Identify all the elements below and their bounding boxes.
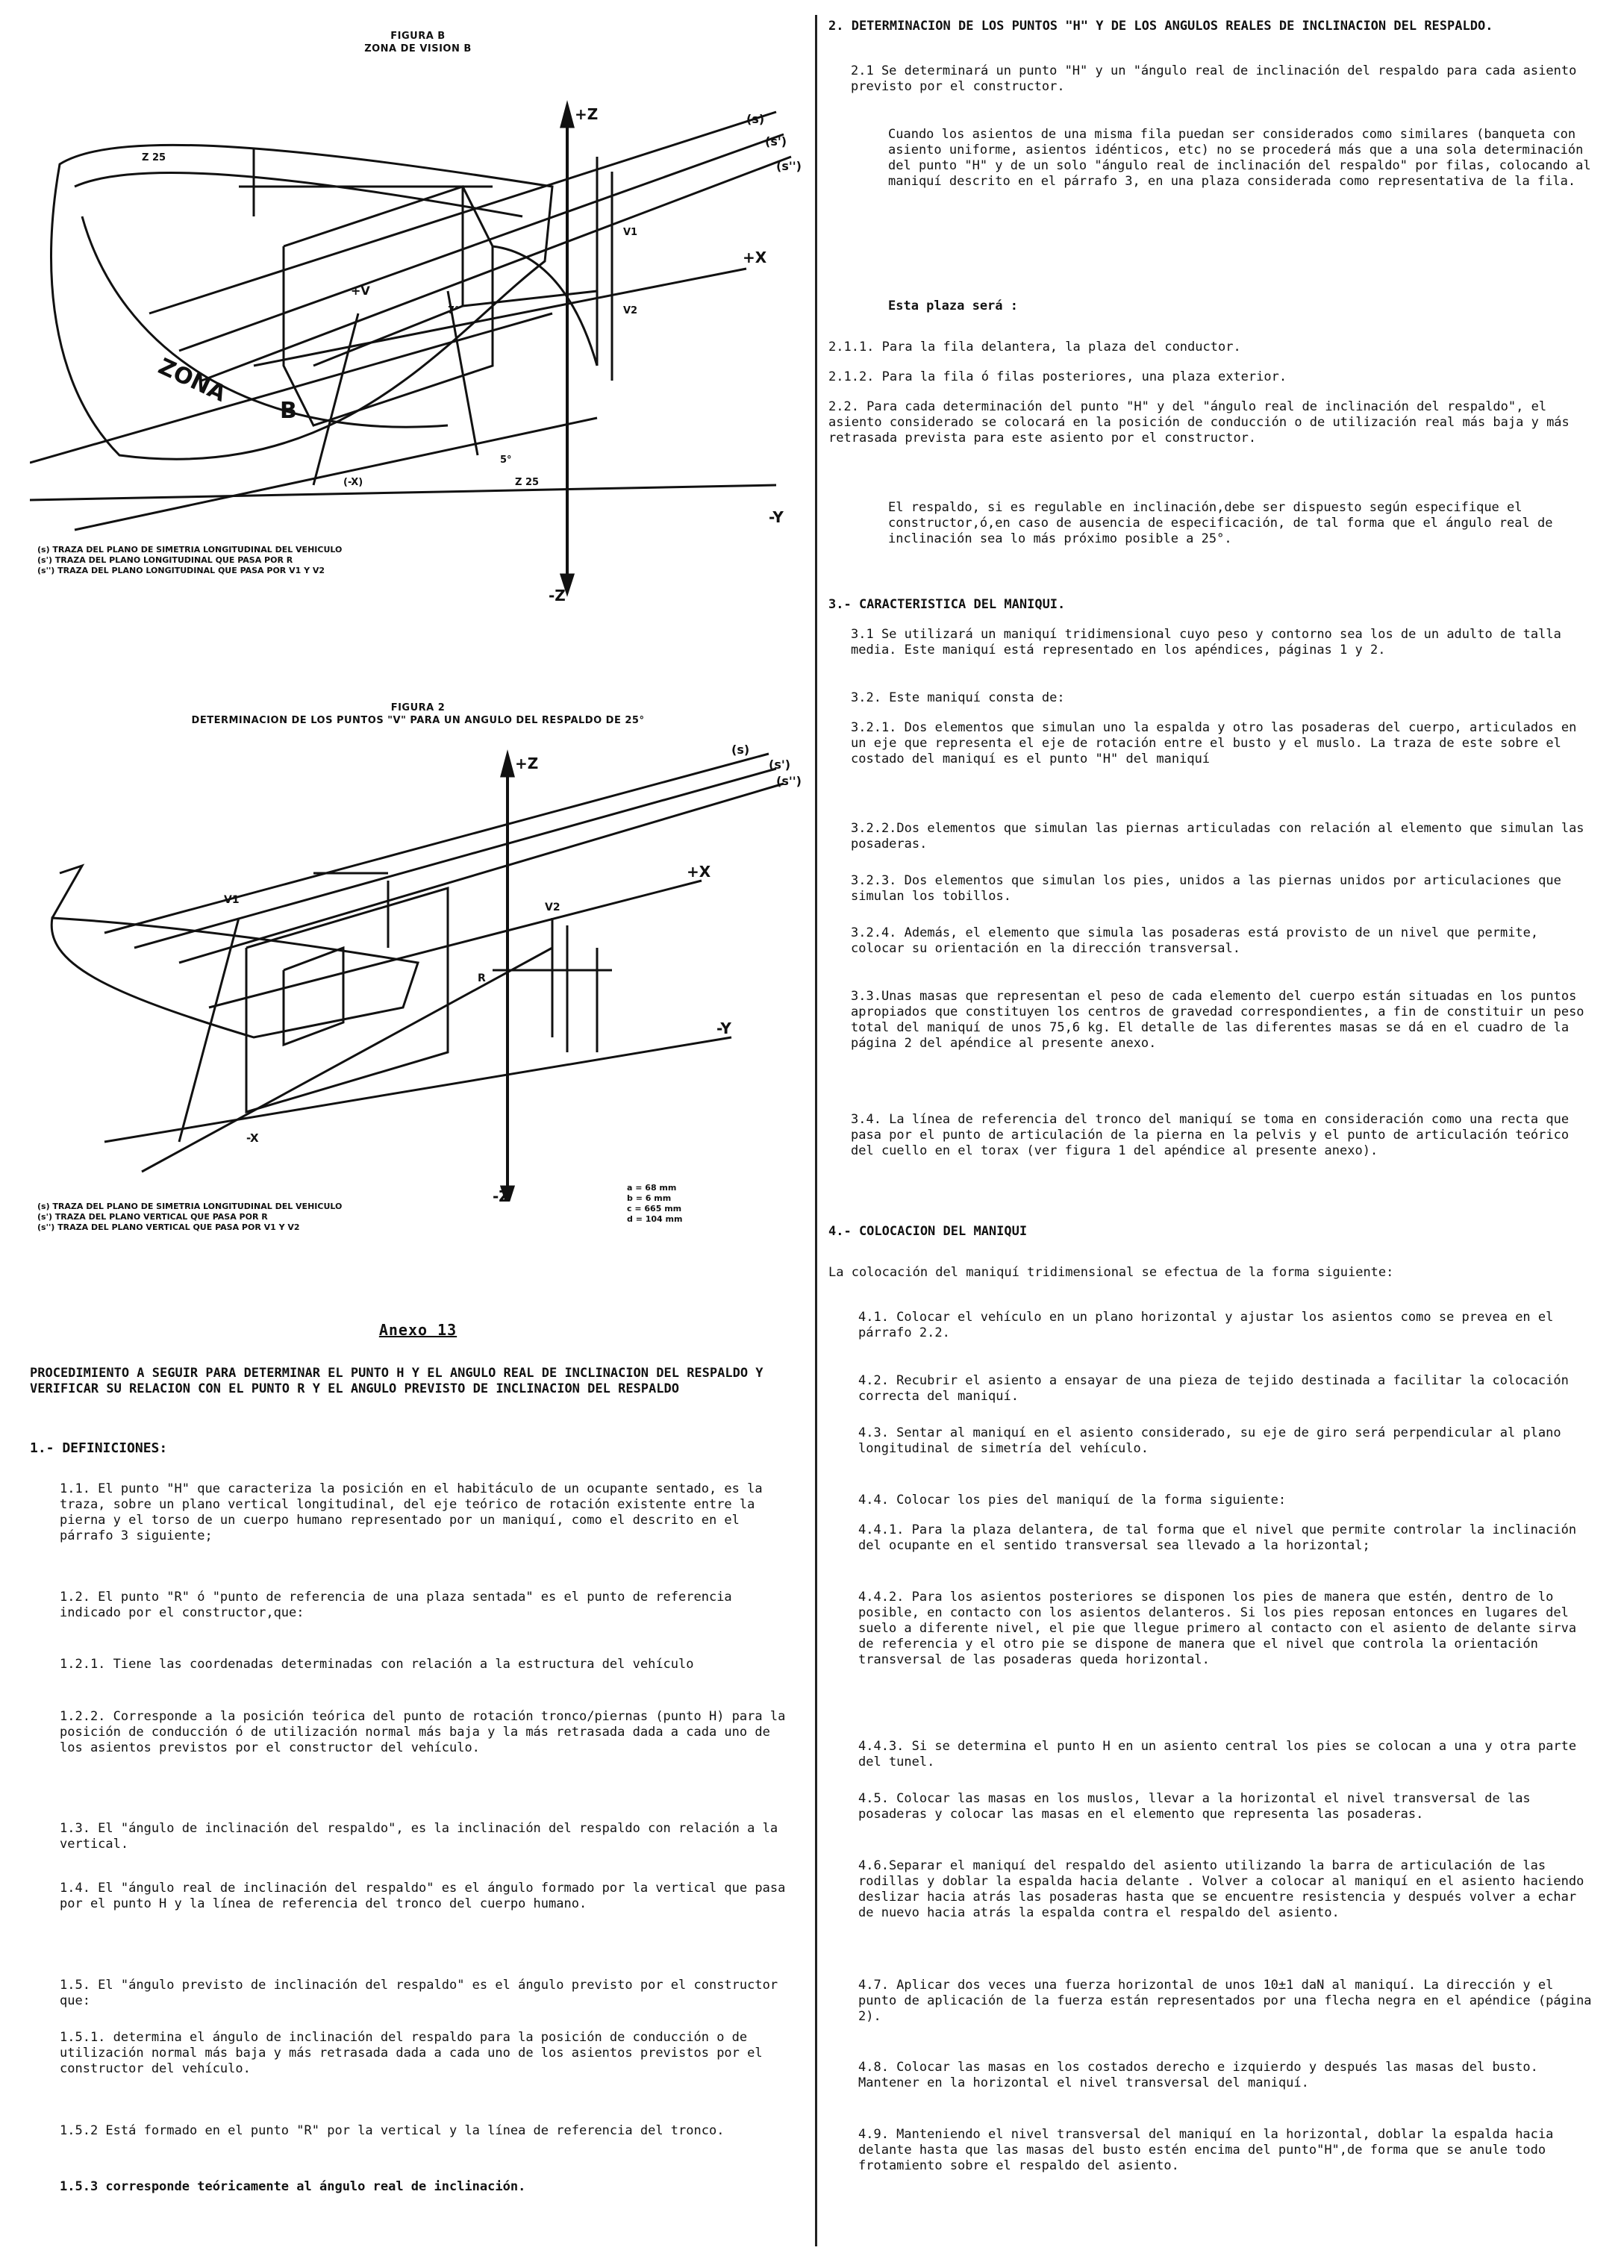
paragraph-1-2-2: 1.2.2. Corresponde a la posición teórica del punto de rotación tronco/piernas (punto H) para la posición de conducción ó de utilización normal más baja y la más retrasada dada a cada uno de los asientos previstos por el constructor del vehículo. bbox=[60, 1709, 786, 1755]
svg-text:(-X): (-X) bbox=[343, 477, 363, 488]
paragraph-1-5: 1.5. El "ángulo previsto de inclinación del respaldo" es el ángulo previsto por el constructor que: bbox=[60, 1978, 778, 2008]
svg-text:-X: -X bbox=[246, 1131, 259, 1145]
fig-b-label-plus-z: +Z bbox=[575, 105, 599, 123]
annex-heading: PROCEDIMIENTO A SEGUIR PARA DETERMINAR EL PUNTO H Y EL ANGULO REAL DE INCLINACION DEL RESPALDO Y VERIFICAR SU RELACION CON EL PUNTO R Y EL ANGULO PREVISTO DE INCLINACION DEL RESPALDO bbox=[30, 1366, 763, 1396]
windshield-outline bbox=[51, 145, 552, 459]
fig-b-label-plus-x: +X bbox=[743, 249, 767, 266]
svg-text:(s): (s) bbox=[731, 743, 750, 757]
fig-b-label-s: (s) bbox=[746, 112, 765, 126]
section-4-title: 4.- COLOCACION DEL MANIQUI bbox=[828, 1224, 1028, 1239]
paragraph-2-2: 2.2. Para cada determinación del punto "H" y del "ángulo real de inclinación del respaldo", el asiento considerado se colocará en la posición de conducción o de utilización real más baja y más retrasada prevista para este asiento por el constructor. bbox=[828, 399, 1570, 446]
paragraph-2-1: 2.1 Se determinará un punto "H" y un "ángulo real de inclinación del respaldo para cada asiento previsto por el constructor. bbox=[851, 63, 1577, 94]
svg-text:V1: V1 bbox=[623, 227, 638, 238]
paragraph-3-2-1: 3.2.1. Dos elementos que simulan uno la espalda y otro las posaderas del cuerpo, articulados en un eje que representa el eje de rotación entre el busto y el muslo. La traza de este sobre el costado del maniquí es el punto "H" del maniquí bbox=[851, 720, 1577, 766]
figure-b-title-line2: ZONA DE VISION B bbox=[364, 43, 472, 54]
svg-text:R: R bbox=[478, 972, 486, 984]
svg-text:(s''): (s'') bbox=[776, 774, 802, 788]
column-divider bbox=[815, 15, 817, 2246]
paragraph-1-4: 1.4. El "ángulo real de inclinación del respaldo" es el ángulo formado por la vertical que pasa por el punto H y la línea de referencia del tronco del cuerpo humano. bbox=[60, 1881, 786, 1911]
paragraph-3-4: 3.4. La línea de referencia del tronco del maniquí se toma en consideración como una recta que pasa por el punto de articulación de la pierna en la pelvis y el punto de articulación teórico del cuello en el torax (ver figura 1 del apéndice al presente anexo). bbox=[851, 1112, 1570, 1158]
paragraph-1-5-2: 1.5.2 Está formado en el punto "R" por la vertical y la línea de referencia del tronco. bbox=[60, 2123, 725, 2138]
svg-text:V2: V2 bbox=[623, 305, 638, 316]
paragraph-2-1-plaza: Esta plaza será : bbox=[888, 299, 1018, 313]
paragraph-3-2: 3.2. Este maniquí consta de: bbox=[851, 690, 1065, 705]
paragraph-4-6: 4.6.Separar el maniquí del respaldo del asiento utilizando la barra de articulación de las rodillas y doblar la espalda hacia delante . Volver a colocar al maniquí en el asiento haciendo deslizar hacia atrás las posaderas hasta que se encuentre resistencia y después volver a echar de nuevo hacia atrás la espalda contra el respaldo del asiento. bbox=[858, 1858, 1584, 1920]
fig-b-angle-z25-bottom: Z 25 bbox=[515, 477, 540, 488]
paragraph-4-9: 4.9. Manteniendo el nivel transversal del maniquí en la horizontal, doblar la espalda hacia delante hasta que las masas del busto estén encima del punto"H",de forma que se anule todo frotamiento sobre el respaldo del asiento. bbox=[858, 2127, 1554, 2173]
section-1-title: 1.- DEFINICIONES: bbox=[30, 1440, 168, 1456]
dimension-b: b = 6 mm bbox=[627, 1193, 672, 1203]
section-3-title: 3.- CARACTERISTICA DEL MANIQUI. bbox=[828, 597, 1066, 612]
svg-text:V1: V1 bbox=[224, 894, 240, 906]
fig-b-label-minus-z: -Z bbox=[549, 587, 566, 605]
svg-text:5°: 5° bbox=[500, 454, 512, 466]
fig-b-zone-letter: B bbox=[280, 398, 297, 424]
paragraph-4-5: 4.5. Colocar las masas en los muslos, llevar a la horizontal el nivel transversal de las posaderas y colocar las masas en el elemento que representa las posaderas. bbox=[858, 1791, 1531, 1822]
fig-b-label-minus-y: -Y bbox=[769, 508, 784, 526]
fig-b-label-s1: (s') bbox=[765, 134, 787, 149]
figure-b-title-line1: FIGURA B bbox=[390, 31, 446, 42]
svg-text:V2: V2 bbox=[545, 902, 560, 913]
paragraph-1-1: 1.1. El punto "H" que caracteriza la posición en el habitáculo de un ocupante sentado, es la traza, sobre un plano vertical longitudinal, del eje teórico de rotación existente entre la pierna y el torso de un cuerpo humano representado por un maniquí, como el descrito en el párrafo 3 siguiente; bbox=[60, 1481, 763, 1543]
paragraph-2-1-note: Cuando los asientos de una misma fila puedan ser considerados como similares (banqueta con asiento uniforme, asientos idénticos, etc) no se procederá más que a una sola determinación del punto "H" y de un solo "ángulo real de inclinación del respaldo" por filas, colocando al maniquí descrito en el párrafo 3, en una plaza considerada como representativa de la fila. bbox=[888, 127, 1591, 189]
dimension-a: a = 68 mm bbox=[627, 1183, 677, 1193]
right-column bbox=[828, 0, 1605, 2268]
paragraph-3-2-2: 3.2.2.Dos elementos que simulan las piernas articuladas con relación al elemento que simulan las posaderas. bbox=[851, 821, 1584, 852]
figure-b-legend-item: (s) TRAZA DEL PLANO DE SIMETRIA LONGITUDINAL DEL VEHICULO bbox=[37, 545, 343, 554]
fig-b-label-s2: (s'') bbox=[776, 159, 802, 173]
fig-2-label-plus-z: +Z bbox=[515, 755, 539, 772]
paragraph-4-2: 4.2. Recubrir el asiento a ensayar de una pieza de tejido destinada a facilitar la colocación correcta del maniquí. bbox=[858, 1373, 1569, 1404]
figure-b-legend-item: (s'') TRAZA DEL PLANO LONGITUDINAL QUE PASA POR V1 Y V2 bbox=[37, 566, 325, 575]
paragraph-4-8: 4.8. Colocar las masas en los costados derecho e izquierdo y después las masas del busto. Mantener en la horizontal el nivel transversal del maniquí. bbox=[858, 2060, 1538, 2090]
paragraph-4-1: 4.1. Colocar el vehículo en un plano horizontal y ajustar los asientos como se prevea en el párrafo 2.2. bbox=[858, 1310, 1554, 1340]
dimension-d: d = 104 mm bbox=[627, 1214, 683, 1224]
figure-2-legend-item: (s) TRAZA DEL PLANO DE SIMETRIA LONGITUDINAL DEL VEHICULO bbox=[37, 1202, 343, 1211]
paragraph-2-1-1: 2.1.1. Para la fila delantera, la plaza del conductor. bbox=[828, 340, 1241, 354]
paragraph-4-3: 4.3. Sentar al maniquí en el asiento considerado, su eje de giro será perpendicular al plano longitudinal de simetría del vehículo. bbox=[858, 1425, 1561, 1456]
svg-text:7°: 7° bbox=[448, 305, 460, 316]
paragraph-4-intro: La colocación del maniquí tridimensional se efectua de la forma siguiente: bbox=[828, 1265, 1394, 1280]
paragraph-1-5-1: 1.5.1. determina el ángulo de inclinación del respaldo para la posición de conducción o de utilización normal más baja y más retrasada dada a cada uno de los asientos previstos por el constructor del vehículo. bbox=[60, 2030, 763, 2076]
figure-2-legend-item: (s') TRAZA DEL PLANO VERTICAL QUE PASA POR R bbox=[37, 1212, 268, 1222]
section-2-title: 2. DETERMINACION DE LOS PUNTOS "H" Y DE LOS ANGULOS REALES DE INCLINACION DEL RESPALDO. bbox=[828, 19, 1493, 34]
figure-2-dimensions bbox=[627, 1183, 682, 1225]
dimension-c: c = 665 mm bbox=[627, 1204, 682, 1213]
figure-2-title-line1: FIGURA 2 bbox=[390, 702, 446, 713]
figure-2 bbox=[30, 694, 806, 1261]
fig-b-zone-word: ZONA bbox=[154, 353, 231, 407]
svg-text:(s'): (s') bbox=[769, 757, 791, 772]
left-column bbox=[30, 0, 806, 2268]
paragraph-1-2: 1.2. El punto "R" ó "punto de referencia de una plaza sentada" es el punto de referencia indicado por el constructor,que: bbox=[60, 1590, 732, 1620]
paragraph-4-4-1: 4.4.1. Para la plaza delantera, de tal forma que el nivel que permite controlar la inclinación del ocupante en el sentido transversal sea llevado a la horizontal; bbox=[858, 1522, 1577, 1553]
figure-2-drawing bbox=[30, 724, 806, 1202]
paragraph-1-2-1: 1.2.1. Tiene las coordenadas determinadas con relación a la estructura del vehículo bbox=[60, 1657, 694, 1672]
figure-2-legend-item: (s'') TRAZA DEL PLANO VERTICAL QUE PASA POR V1 Y V2 bbox=[37, 1222, 300, 1232]
figure-b bbox=[30, 22, 806, 634]
paragraph-1-5-3: 1.5.3 corresponde teóricamente al ángulo real de inclinación. bbox=[60, 2179, 526, 2194]
figure-2-legend bbox=[37, 1202, 342, 1233]
fig-b-angle-z25-top: Z 25 bbox=[142, 152, 166, 163]
figure-b-drawing bbox=[30, 67, 806, 605]
figure-b-title bbox=[30, 30, 806, 55]
paragraph-4-4-2: 4.4.2. Para los asientos posteriores se disponen los pies de manera que estén, dentro de lo posible, en contacto con los asientos delanteros. Si los pies reposan entonces en lugares del suelo a diferente nivel, el pie que llegue primero al contacto con el asiento de delante sirva de referencia y el otro pie se dispone de manera que el nivel que controla la orientación transversal de las posaderas queda horizontal. bbox=[858, 1590, 1577, 1667]
figure-b-legend-item: (s') TRAZA DEL PLANO LONGITUDINAL QUE PASA POR R bbox=[37, 555, 293, 565]
figure-2-title bbox=[30, 702, 806, 727]
paragraph-4-7: 4.7. Aplicar dos veces una fuerza horizontal de unos 10±1 daN al maniquí. La dirección y el punto de aplicación de la fuerza están representados por una flecha negra en el apéndice (página 2). bbox=[858, 1978, 1592, 2024]
paragraph-3-2-3: 3.2.3. Dos elementos que simulan los pies, unidos a las piernas unidos por articulaciones que simulan los tobillos. bbox=[851, 873, 1561, 904]
annex-title: Anexo 13 bbox=[378, 1321, 457, 1339]
paragraph-2-2-note: El respaldo, si es regulable en inclinación,debe ser dispuesto según especifique el constructor,ó,en caso de ausencia de especificación, de tal forma que el ángulo real de inclinación sea lo más próximo posible a 25°. bbox=[888, 500, 1553, 546]
fig-2-label-plus-x: +X bbox=[687, 863, 711, 881]
fig-2-label-minus-z: -Z bbox=[493, 1187, 510, 1202]
paragraph-2-1-2: 2.1.2. Para la fila ó filas posteriores, una plaza exterior. bbox=[828, 369, 1287, 384]
figure-2-title-line2: DETERMINACION DE LOS PUNTOS "V" PARA UN ANGULO DEL RESPALDO DE 25° bbox=[191, 715, 645, 726]
fig-b-label-plus-v: +V bbox=[351, 284, 370, 298]
figure-b-legend bbox=[37, 545, 342, 576]
paragraph-4-4-3: 4.4.3. Si se determina el punto H en un asiento central los pies se colocan a una y otra parte del tunel. bbox=[858, 1739, 1577, 1769]
paragraph-3-2-4: 3.2.4. Además, el elemento que simula las posaderas está provisto de un nivel que permite, colocar su orientación en la dirección transversal. bbox=[851, 925, 1539, 956]
paragraph-4-4: 4.4. Colocar los pies del maniquí de la forma siguiente: bbox=[858, 1493, 1287, 1508]
paragraph-1-3: 1.3. El "ángulo de inclinación del respaldo", es la inclinación del respaldo con relación a la vertical. bbox=[60, 1821, 778, 1852]
paragraph-3-3: 3.3.Unas masas que representan el peso de cada elemento del cuerpo están situadas en los puntos apropiados que constituyen los centros de gravedad correspondientes, a fin de constituir un peso total del maniquí de unos 75,6 kg. El detalle de las diferentes masas se dá en el cuadro de la página 2 del apéndice al presente anexo. bbox=[851, 989, 1584, 1051]
fig-2-label-minus-y: -Y bbox=[716, 1019, 731, 1037]
paragraph-3-1: 3.1 Se utilizará un maniquí tridimensional cuyo peso y contorno sea los de un adulto de talla media. Este maniquí está representado en los apéndices, páginas 1 y 2. bbox=[851, 627, 1561, 657]
